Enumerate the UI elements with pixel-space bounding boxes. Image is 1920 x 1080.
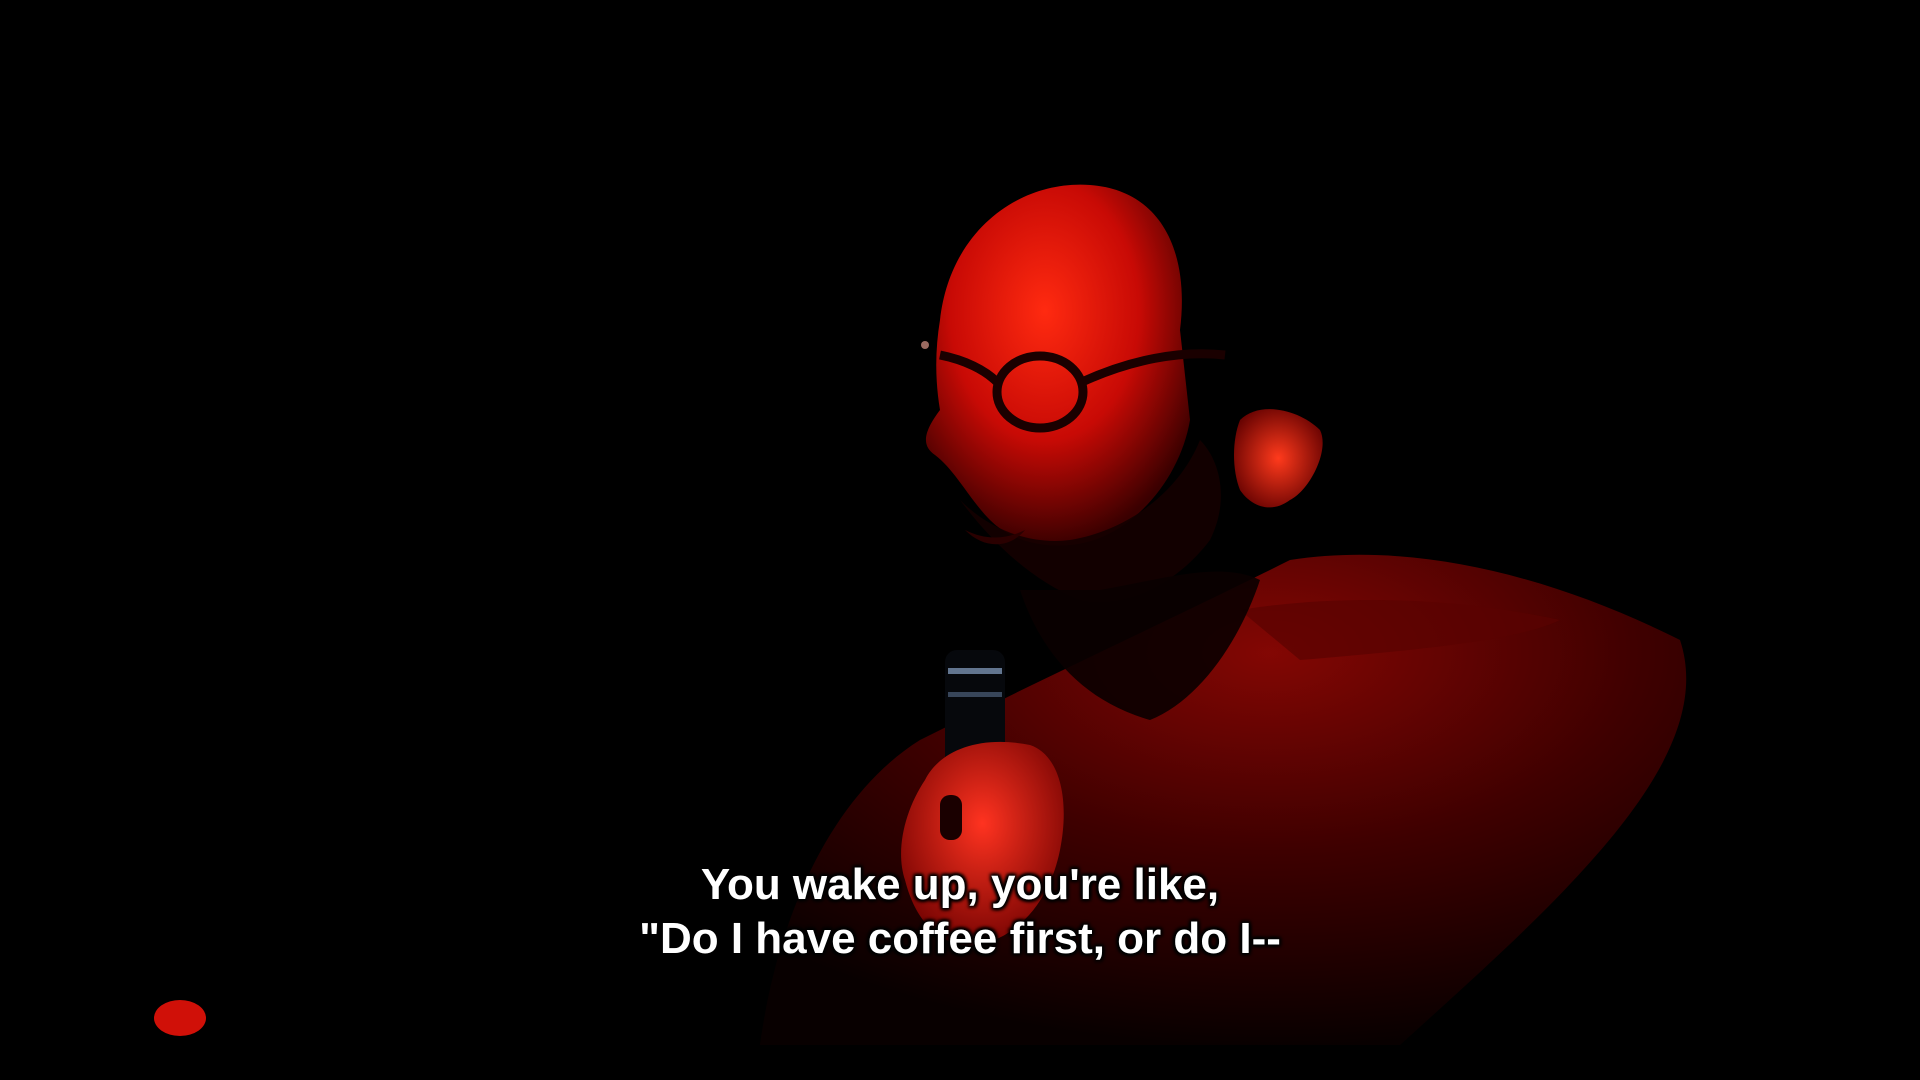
stage-light [154, 1000, 206, 1036]
ring [940, 795, 962, 840]
subtitle-line-1: You wake up, you're like, [700, 860, 1220, 909]
glasses-glint [921, 341, 929, 349]
subtitle-line-2: "Do I have coffee first, or do I-- [639, 914, 1281, 963]
